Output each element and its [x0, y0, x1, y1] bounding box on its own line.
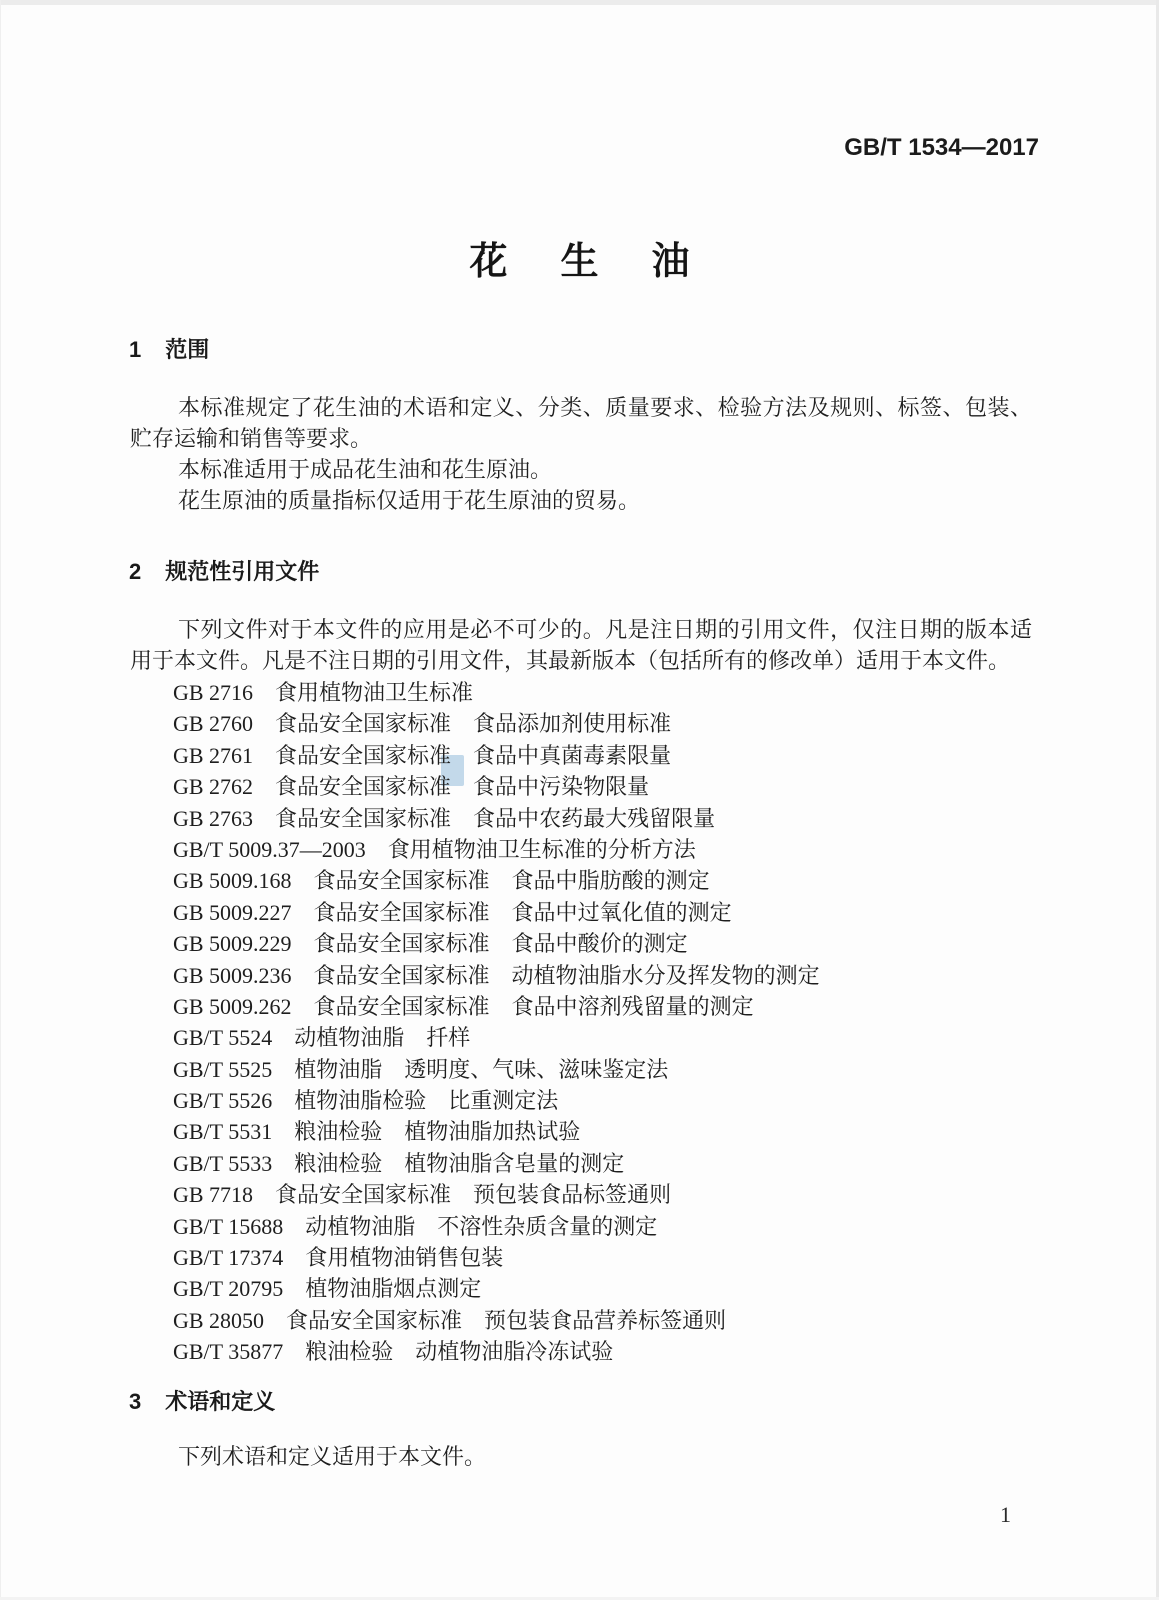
document-title: 花生油	[469, 241, 743, 283]
scope-paragraph-3: 花生原油的质量指标仅适用于花生原油的贸易。	[178, 488, 641, 513]
scope-paragraph-2: 本标准适用于成品花生油和花生原油。	[178, 457, 553, 482]
reference-item: GB/T 5524 动植物油脂 扦样	[173, 1025, 471, 1051]
reference-item: GB/T 20795 植物油脂烟点测定	[173, 1276, 482, 1302]
terms-intro-block	[130, 1441, 1032, 1472]
scope-paragraph-1: 本标准规定了花生油的术语和定义、分类、质量要求、检验方法及规则、标签、包装、贮存运输和销售等要求。	[130, 395, 1032, 451]
reference-item: GB 5009.229 食品安全国家标准 食品中酸价的测定	[173, 931, 688, 957]
reference-item: GB 5009.168 食品安全国家标准 食品中脂肪酸的测定	[173, 868, 710, 894]
references-intro-block	[130, 614, 1032, 676]
scope-paragraphs	[130, 392, 1032, 516]
section-2-heading	[129, 555, 319, 586]
reference-item: GB 2763 食品安全国家标准 食品中农药最大残留限量	[173, 805, 716, 831]
references-intro: 下列文件对于本文件的应用是必不可少的。凡是注日期的引用文件，仅注日期的版本适用于本文件。凡是不注日期的引用文件，其最新版本（包括所有的修改单）适用于本文件。	[130, 617, 1032, 673]
terms-intro: 下列术语和定义适用于本文件。	[178, 1444, 487, 1469]
reference-item: GB 2760 食品安全国家标准 食品添加剂使用标准	[173, 711, 672, 737]
reference-item: GB/T 5525 植物油脂 透明度、气味、滋味鉴定法	[173, 1056, 669, 1082]
reference-item: GB 28050 食品安全国家标准 预包装食品营养标签通则	[173, 1307, 727, 1333]
section-3-title: 术语和定义	[165, 1389, 276, 1414]
reference-item: GB/T 15688 动植物油脂 不溶性杂质含量的测定	[173, 1213, 658, 1239]
section-3-number: 3	[129, 1389, 142, 1414]
reference-item: GB 7718 食品安全国家标准 预包装食品标签通则	[173, 1182, 672, 1208]
reference-item: GB/T 5009.37—2003 食用植物油卫生标准的分析方法	[173, 836, 696, 862]
section-1-heading	[129, 333, 209, 364]
section-1-title: 范围	[165, 337, 210, 362]
section-2-number: 2	[129, 559, 142, 584]
page-number: 1	[1000, 1502, 1011, 1527]
section-2-title: 规范性引用文件	[165, 559, 320, 584]
reference-item: GB 2716 食用植物油卫生标准	[173, 680, 474, 705]
section-3-heading	[129, 1385, 275, 1416]
reference-item: GB/T 35877 粮油检验 动植物油脂冷冻试验	[173, 1339, 614, 1365]
reference-item: GB 2762 食品安全国家标准 食品中污染物限量	[173, 774, 650, 800]
reference-item: GB/T 5533 粮油检验 植物油脂含皂量的测定	[173, 1150, 625, 1176]
references-list	[173, 677, 1033, 1368]
page-edge-top	[0, 0, 1159, 5]
reference-item: GB/T 5531 粮油检验 植物油脂加热试验	[173, 1119, 581, 1145]
reference-item: GB 5009.262 食品安全国家标准 食品中溶剂残留量的测定	[173, 993, 754, 1019]
section-1-number: 1	[129, 337, 142, 362]
reference-item: GB/T 17374 食用植物油销售包装	[173, 1245, 504, 1271]
reference-item: GB 5009.227 食品安全国家标准 食品中过氧化值的测定	[173, 899, 732, 925]
reference-item: GB 5009.236 食品安全国家标准 动植物油脂水分及挥发物的测定	[173, 962, 820, 988]
reference-item: GB/T 5526 植物油脂检验 比重测定法	[173, 1088, 559, 1114]
reference-item: GB 2761 食品安全国家标准 食品中真菌毒素限量	[173, 742, 672, 768]
standard-number: GB/T 1534—2017	[844, 134, 1039, 161]
